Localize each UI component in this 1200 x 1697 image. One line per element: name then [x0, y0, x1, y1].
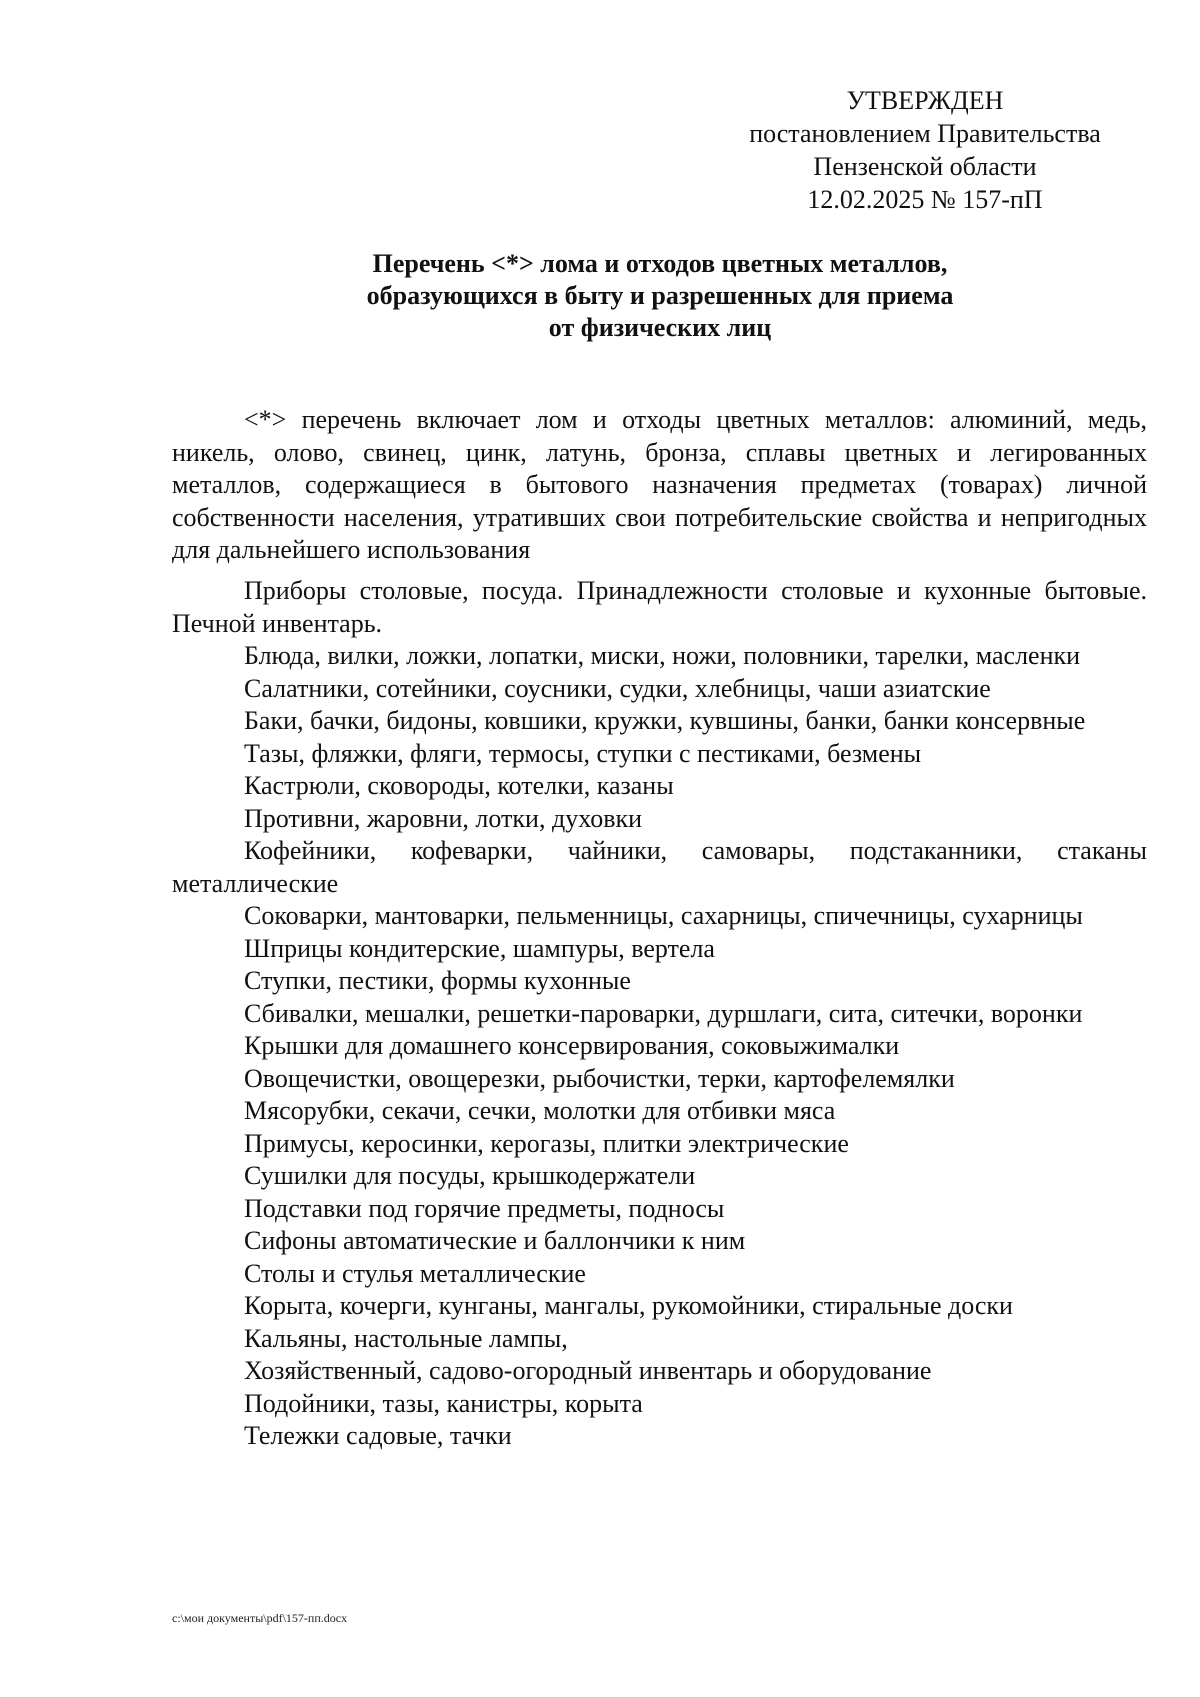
list-item: Кастрюли, сковороды, котелки, казаны — [244, 771, 674, 800]
list-item: Противни, жаровни, лотки, духовки — [244, 803, 643, 833]
list-item: Шприцы кондитерские, шампуры, вертела — [244, 933, 715, 963]
list-item: Сушилки для посуды, крышкодержатели — [244, 1161, 696, 1190]
list-item: Тазы, фляжки, фляги, термосы, ступки с пестиками, безмены — [244, 738, 922, 768]
list-item: Кофейники, кофеварки, чайники, самовары, подстаканники, стаканы металлические — [172, 836, 1147, 898]
list-item: Примусы, керосинки, керогазы, плитки электрические — [244, 1128, 849, 1158]
list-item: Сбивалки, мешалки, решетки-пароварки, дуршлаги, сита, ситечки, воронки — [244, 998, 1083, 1028]
approval-stamp — [690, 84, 1160, 216]
list-item: Крышки для домашнего консервирования, соковыжималки — [244, 1031, 900, 1060]
list-item: Подойники, тазы, канистры, корыта — [244, 1388, 643, 1418]
footnote-paragraph: <*> перечень включает лом и отходы цветных металлов: алюминий, медь, никель, олово, свинец, цинк, латунь, бронза, сплавы цветных и легированных металлов, содержащиеся в бытового назначения предметах (товарах) личной собственности населения, утративших свои потребительские свойства и непригодных для дальнейшего использования — [172, 405, 1147, 564]
list-item: Баки, бачки, бидоны, ковшики, кружки, кувшины, банки, банки консервные — [244, 706, 1086, 735]
list-item: Приборы столовые, посуда. Принадлежности столовые и кухонные бытовые. Печной инвентарь. — [172, 576, 1147, 638]
items-list — [172, 575, 1147, 1453]
list-item: Корыта, кочерги, кунганы, мангалы, рукомойники, стиральные доски — [244, 1291, 1013, 1320]
title-line: образующихся в быту и разрешенных для приема — [366, 281, 954, 310]
document-title — [170, 248, 1150, 344]
approval-line: УТВЕРЖДЕН — [846, 86, 1004, 115]
approval-line: постановлением Правительства — [749, 119, 1101, 148]
list-item: Кальяны, настольные лампы, — [244, 1323, 568, 1353]
list-item: Салатники, сотейники, соусники, судки, хлебницы, чаши азиатские — [244, 673, 991, 703]
list-item: Сифоны автоматические и баллончики к ним — [244, 1226, 746, 1255]
title-line: от физических лиц — [548, 313, 772, 342]
approval-line: Пензенской области — [813, 152, 1037, 181]
list-item: Хозяйственный, садово-огородный инвентарь и оборудование — [244, 1356, 932, 1385]
list-item: Подставки под горячие предметы, подносы — [244, 1193, 725, 1223]
list-item: Овощечистки, овощерезки, рыбочистки, терки, картофелемялки — [244, 1063, 955, 1093]
list-item: Соковарки, мантоварки, пельменницы, сахарницы, спичечницы, сухарницы — [244, 901, 1083, 930]
list-item: Ступки, пестики, формы кухонные — [244, 966, 631, 995]
title-line: Перечень <*> лома и отходов цветных металлов, — [372, 249, 948, 278]
list-item: Столы и стулья металлические — [244, 1258, 586, 1288]
list-item: Мясорубки, секачи, сечки, молотки для отбивки мяса — [244, 1096, 836, 1125]
list-item: Тележки садовые, тачки — [244, 1421, 512, 1450]
file-path-footer: c:\мои документы\pdf\157-пп.docx — [172, 1611, 348, 1625]
approval-line: 12.02.2025 № 157-пП — [807, 185, 1043, 214]
list-item: Блюда, вилки, ложки, лопатки, миски, ножи, половники, тарелки, масленки — [244, 641, 1081, 670]
